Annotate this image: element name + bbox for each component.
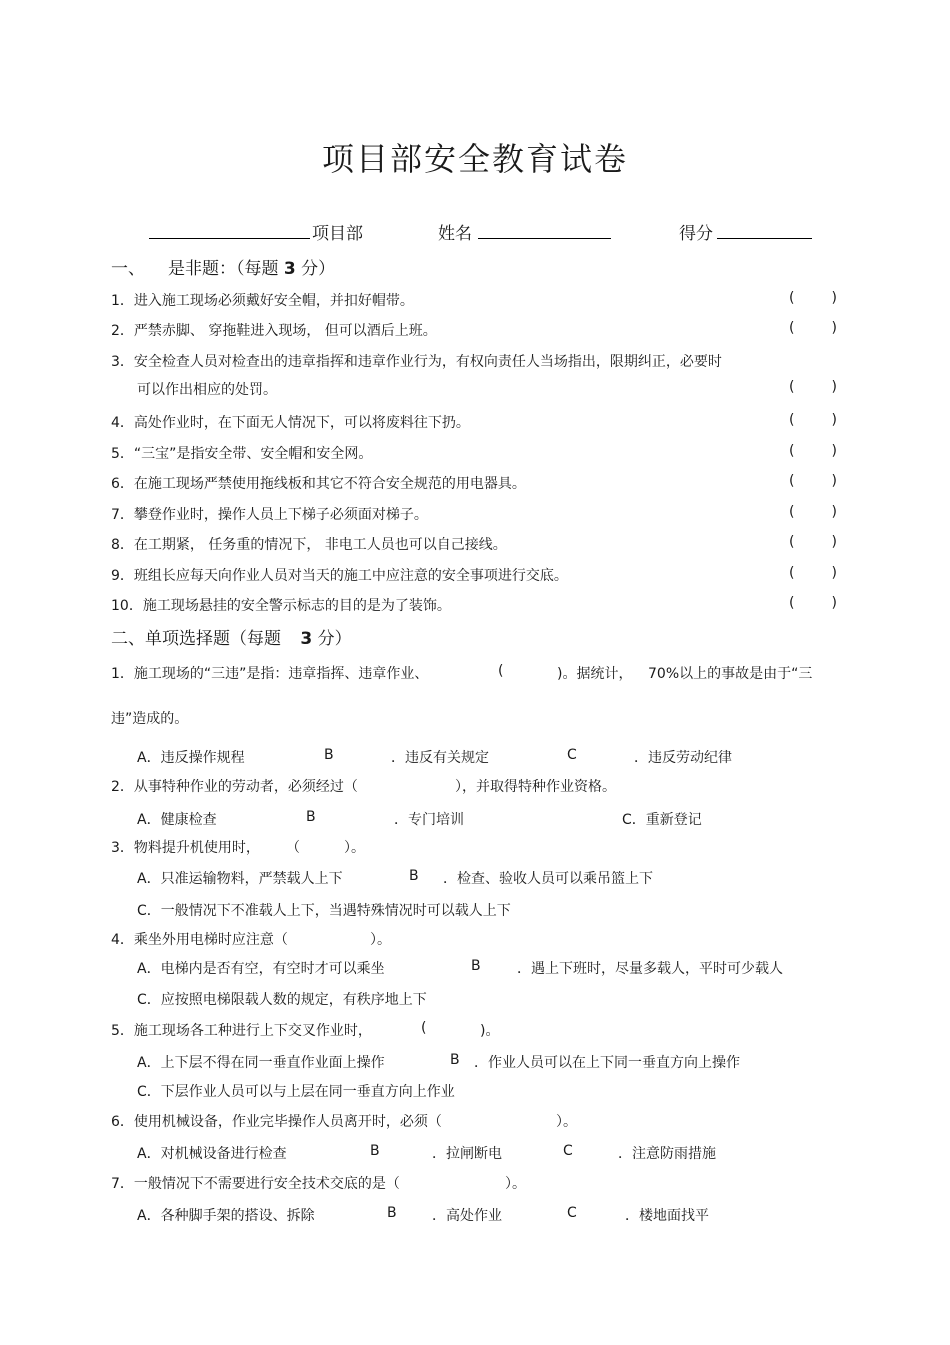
mc-question-3: 3．物料提升机使用时， bbox=[111, 840, 260, 856]
mc-q2-option-b-letter[interactable]: B bbox=[306, 809, 316, 825]
mc-q7-option-c-letter[interactable]: C bbox=[567, 1205, 577, 1221]
section1-score: 3 bbox=[283, 259, 296, 279]
mc-q3-option-c[interactable]: C．一般情况下不准载人上下，当遇特殊情况时可以载人上下 bbox=[137, 903, 511, 919]
mc-q4-option-c[interactable]: C．应按照电梯限载人数的规定，有秩序地上下 bbox=[137, 992, 427, 1008]
tf-question-2: 2．严禁赤脚、 穿拖鞋进入现场， 但可以酒后上班。 bbox=[111, 323, 437, 339]
tf-question-5: 5．“三宝”是指安全带、安全帽和安全网。 bbox=[111, 446, 373, 462]
mc-q4-option-b-letter[interactable]: B bbox=[471, 958, 481, 974]
mc-question-5-bracket-open[interactable]: ( bbox=[421, 1020, 427, 1036]
section2-unit: 分） bbox=[317, 629, 352, 649]
mc-q6-option-b[interactable]: ．拉闸断电 bbox=[432, 1146, 502, 1162]
mc-question-2: 2．从事特种作业的劳动者，必须经过（ bbox=[111, 779, 358, 795]
mc-question-3-bracket-close: ）。 bbox=[344, 840, 365, 856]
bracket-open: ( bbox=[789, 595, 795, 611]
tf-question-3: 3．安全检查人员对检查出的违章指挥和违章作业行为，有权向责任人当场指出，限期纠正，必要时 bbox=[111, 354, 722, 370]
bracket-open: ( bbox=[789, 504, 795, 520]
mc-question-1-bracket-close: )。据统计， bbox=[557, 666, 633, 682]
tf-answer-1[interactable] bbox=[789, 290, 837, 306]
tf-answer-5[interactable] bbox=[789, 443, 837, 459]
mc-q7-option-b[interactable]: ．高处作业 bbox=[432, 1208, 502, 1224]
mc-q5-option-b[interactable]: ．作业人员可以在上下同一垂直方向上操作 bbox=[474, 1055, 740, 1071]
bracket-open: ( bbox=[789, 443, 795, 459]
name-blank[interactable] bbox=[478, 238, 611, 239]
mc-question-2-cont: ），并取得特种作业资格。 bbox=[455, 779, 616, 795]
bracket-close: ) bbox=[831, 504, 837, 520]
tf-answer-3[interactable] bbox=[789, 379, 837, 395]
score-blank[interactable] bbox=[717, 238, 812, 239]
bracket-close: ) bbox=[831, 320, 837, 336]
tf-answer-9[interactable] bbox=[789, 565, 837, 581]
mc-q4-option-a[interactable]: A．电梯内是否有空，有空时才可以乘坐 bbox=[137, 961, 385, 977]
mc-question-7-cont: ）。 bbox=[505, 1176, 526, 1192]
page-title: 项目部安全教育试卷 bbox=[321, 140, 628, 178]
bracket-open: ( bbox=[789, 534, 795, 550]
tf-question-3-cont: 可以作出相应的处罚。 bbox=[137, 382, 277, 398]
bracket-open: ( bbox=[789, 473, 795, 489]
mc-q1-option-a[interactable]: A．违反操作规程 bbox=[137, 750, 245, 766]
mc-question-3-bracket-open[interactable]: （ bbox=[286, 840, 300, 856]
mc-q2-option-b[interactable]: ．专门培训 bbox=[394, 812, 464, 828]
mc-question-1-stat: 70%以上的事故是由于“三 bbox=[648, 666, 813, 682]
section1-unit: 分） bbox=[301, 259, 336, 279]
tf-answer-4[interactable] bbox=[789, 412, 837, 428]
tf-question-6: 6．在施工现场严禁使用拖线板和其它不符合安全规范的用电器具。 bbox=[111, 476, 526, 492]
tf-answer-2[interactable] bbox=[789, 320, 837, 336]
tf-answer-7[interactable] bbox=[789, 504, 837, 520]
mc-question-4-cont: ）。 bbox=[370, 932, 391, 948]
bracket-close: ) bbox=[831, 473, 837, 489]
project-dept-blank[interactable] bbox=[149, 238, 310, 239]
mc-q7-option-c[interactable]: ．楼地面找平 bbox=[625, 1208, 709, 1224]
section2-title-text: 二、单项选择题（每题 bbox=[111, 629, 281, 649]
tf-question-4: 4．高处作业时，在下面无人情况下，可以将废料往下扔。 bbox=[111, 415, 470, 431]
name-label: 姓名 bbox=[438, 224, 472, 244]
project-dept-label: 项目部 bbox=[312, 224, 363, 244]
bracket-close: ) bbox=[831, 379, 837, 395]
section2-title bbox=[111, 624, 352, 649]
mc-question-6-cont: ）。 bbox=[556, 1114, 577, 1130]
mc-question-1-cont: 违”造成的。 bbox=[111, 711, 189, 727]
tf-question-9: 9．班组长应每天向作业人员对当天的施工中应注意的安全事项进行交底。 bbox=[111, 568, 568, 584]
tf-question-10: 10．施工现场悬挂的安全警示标志的目的是为了装饰。 bbox=[111, 598, 451, 614]
mc-q1-option-b[interactable]: ．违反有关规定 bbox=[391, 750, 489, 766]
tf-question-7: 7．攀登作业时，操作人员上下梯子必须面对梯子。 bbox=[111, 507, 428, 523]
section2-score: 3 bbox=[300, 629, 313, 649]
mc-q3-option-b[interactable]: ．检查、验收人员可以乘吊篮上下 bbox=[443, 871, 653, 887]
mc-question-5-bracket-close: )。 bbox=[480, 1023, 500, 1039]
tf-answer-6[interactable] bbox=[789, 473, 837, 489]
mc-question-1: 1．施工现场的“三违”是指：违章指挥、违章作业、 bbox=[111, 666, 429, 682]
tf-answer-10[interactable] bbox=[789, 595, 837, 611]
mc-q5-option-a[interactable]: A．上下层不得在同一垂直作业面上操作 bbox=[137, 1055, 385, 1071]
mc-q3-option-a[interactable]: A．只准运输物料，严禁载人上下 bbox=[137, 871, 343, 887]
score-label: 得分 bbox=[679, 224, 713, 244]
mc-q4-option-b[interactable]: ．遇上下班时，尽量多载人，平时可少载人 bbox=[517, 961, 783, 977]
mc-question-7: 7．一般情况下不需要进行安全技术交底的是（ bbox=[111, 1176, 400, 1192]
mc-question-5: 5．施工现场各工种进行上下交叉作业时， bbox=[111, 1023, 372, 1039]
bracket-open: ( bbox=[789, 320, 795, 336]
tf-question-8: 8．在工期紧， 任务重的情况下， 非电工人员也可以自己接线。 bbox=[111, 537, 507, 553]
bracket-open: ( bbox=[789, 379, 795, 395]
mc-q6-option-c[interactable]: ．注意防雨措施 bbox=[618, 1146, 716, 1162]
bracket-close: ) bbox=[831, 443, 837, 459]
mc-q6-option-a[interactable]: A．对机械设备进行检查 bbox=[137, 1146, 287, 1162]
mc-q1-option-c-letter[interactable]: C bbox=[567, 747, 577, 763]
mc-question-6: 6．使用机械设备，作业完毕操作人员离开时，必须（ bbox=[111, 1114, 442, 1130]
bracket-close: ) bbox=[831, 412, 837, 428]
mc-q2-option-a[interactable]: A．健康检查 bbox=[137, 812, 217, 828]
tf-answer-8[interactable] bbox=[789, 534, 837, 550]
mc-question-4: 4．乘坐外用电梯时应注意（ bbox=[111, 932, 288, 948]
bracket-close: ) bbox=[831, 595, 837, 611]
mc-q1-option-b-letter[interactable]: B bbox=[324, 747, 334, 763]
bracket-open: ( bbox=[789, 290, 795, 306]
section1-title-text: 是非题：（每题 bbox=[168, 259, 279, 279]
mc-q6-option-c-letter[interactable]: C bbox=[563, 1143, 573, 1159]
tf-question-1: 1．进入施工现场必须戴好安全帽，并扣好帽带。 bbox=[111, 293, 414, 309]
bracket-open: ( bbox=[789, 412, 795, 428]
mc-q6-option-b-letter[interactable]: B bbox=[370, 1143, 380, 1159]
bracket-close: ) bbox=[831, 534, 837, 550]
mc-q5-option-c[interactable]: C．下层作业人员可以与上层在同一垂直方向上作业 bbox=[137, 1084, 455, 1100]
mc-q7-option-a[interactable]: A．各种脚手架的搭设、拆除 bbox=[137, 1208, 315, 1224]
section1-number: 一、 bbox=[111, 259, 145, 279]
mc-q3-option-b-letter[interactable]: B bbox=[409, 868, 419, 884]
mc-q5-option-b-letter[interactable]: B bbox=[450, 1052, 460, 1068]
section1-title bbox=[168, 254, 335, 279]
mc-q2-option-c[interactable]: C．重新登记 bbox=[622, 812, 702, 828]
bracket-close: ) bbox=[831, 565, 837, 581]
mc-question-1-bracket-open[interactable]: ( bbox=[498, 663, 504, 679]
mc-q7-option-b-letter[interactable]: B bbox=[387, 1205, 397, 1221]
bracket-open: ( bbox=[789, 565, 795, 581]
mc-q1-option-c[interactable]: ．违反劳动纪律 bbox=[634, 750, 732, 766]
bracket-close: ) bbox=[831, 290, 837, 306]
